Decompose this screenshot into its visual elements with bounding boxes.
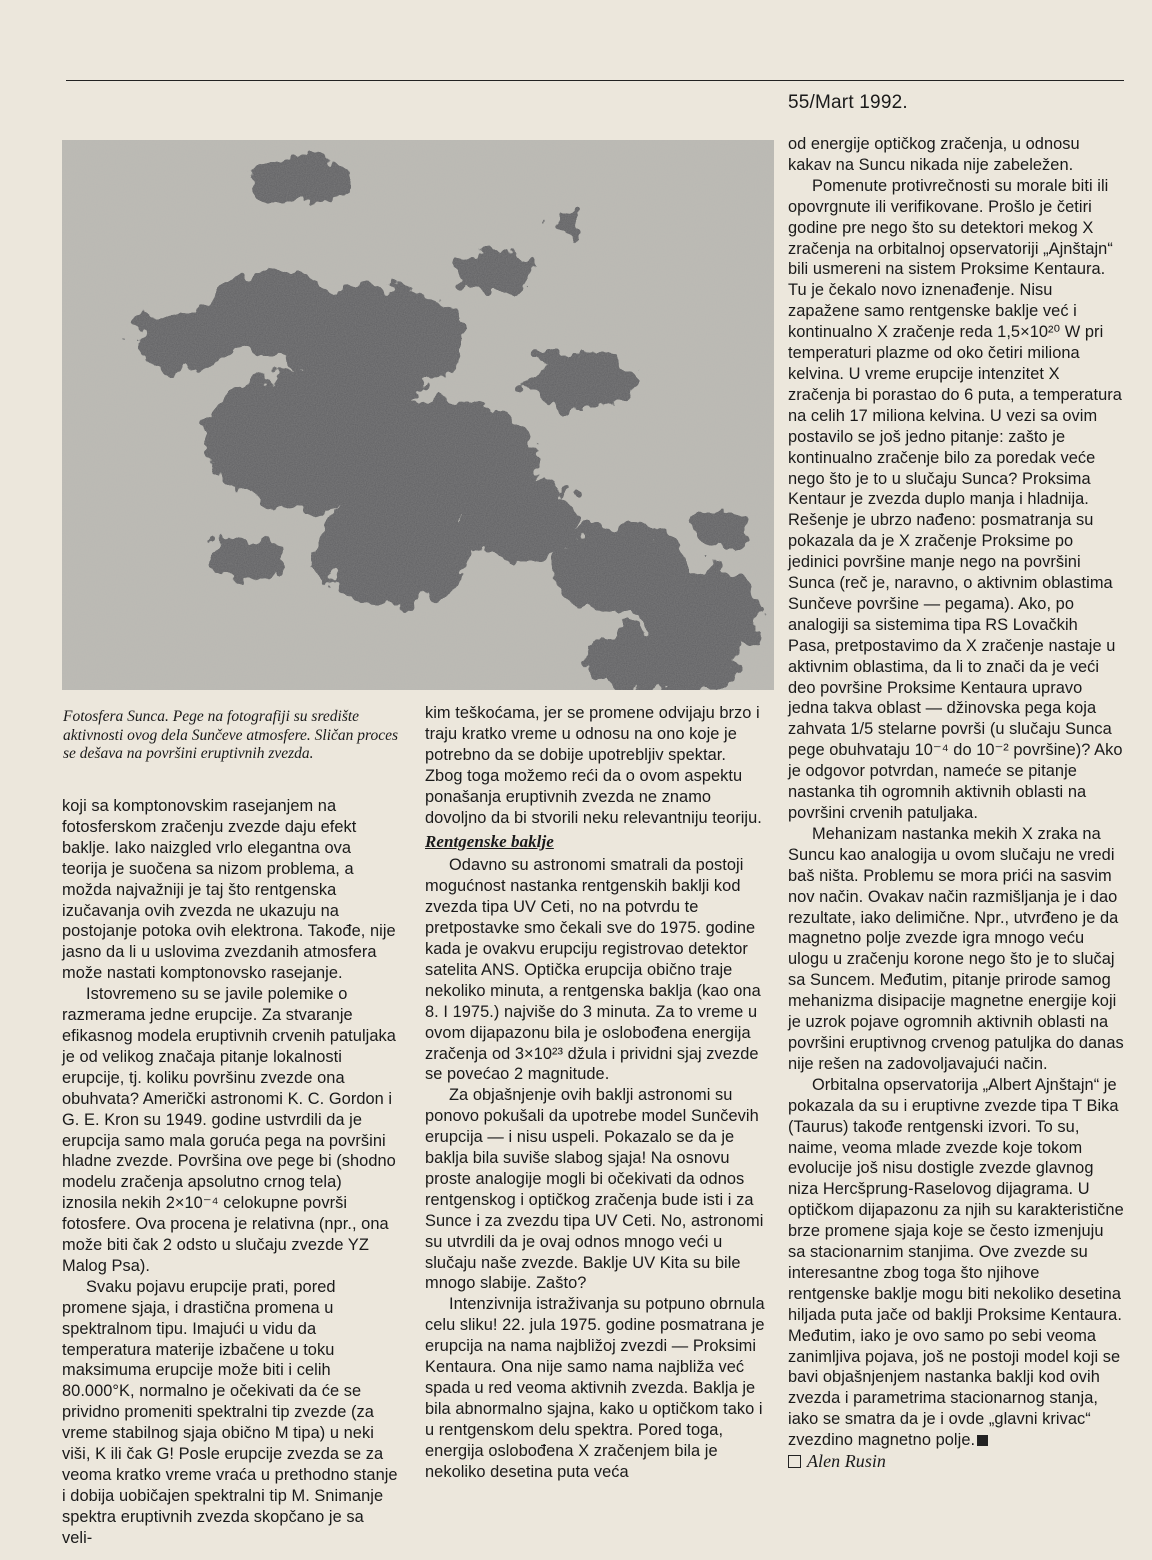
col2-paragraph: kim teškoćama, jer se promene odvijaju brzo i traju kratko vreme u odnosu na ono koje je potrebno da se dobije upotrebljiv spektar. Zbog toga možemo reći da o ovom aspektu ponašanja eruptivnih zvezda ne znamo dovoljno da bi stvorili neku relevantniju teoriju. <box>425 704 762 827</box>
col3-paragraph: Mehanizam nastanka mekih X zraka na Suncu kao analogija u ovom slučaju ne vredi baš ništa. Problemu se mora prići na sasvim nov način. Ovakav način razmišljanja je i dao rezultate, iako delimične. Npr., utvrđeno je da magnetno polje zvezde igra mnogo veću ulogu u zračenju korone nego što je to slučaj sa Suncem. Međutim, pitanje prirode samog mehanizma disipacije magnetne energije koji je uzrok pojave ogromnih aktivnih oblasti na površini eruptivnog crvenog patuljka do danas nije rešen na zadovoljavajući način. <box>788 824 1124 1073</box>
col3-paragraph: Pomenute protivrečnosti su morale biti ili opovrgnute ili verifikovane. Prošlo je četiri godine pre nego što su detektori mekog X zračenja na orbitalnoj opservatoriji „Ajnštajn“ bili usmereni na sistem Proksime Kentaura. Tu je čekalo novo iznenađenje. Nisu zapažene samo rentgenske baklje već i kontinualno X zračenje reda 1,5×10²⁰ W pri temperaturi plazme od oko četiri miliona kelvina. U vreme erupcije intenzitet X zračenja bi porastao do 6 puta, a temperatura na celih 17 miliona kelvina. U vezi sa ovim postavilo se još jedno pitanje: zašto je kontinualno zračenje bilo za poredak veće nego što je to u slučaju Sunca? Proksima Kentaur je zvezda duplo manja i hladnija. Rešenje je ubrzo nađeno: posmatranja su pokazala da je X zračenje Proksime po jedinici površine manje nego na površini Sunca (reč je, naravno, o aktivnim oblastima Sunčeve površine — pegama). Ako, po analogiji sa sistemima tipa RS Lovačkih Pasa, pretpostavimo da X zračenje nastaje u aktivnim oblastima, da li to znači da je veći deo površine Proksime Kentaura upravo jedna takva oblast — džinovska pega koja zahvata 1/5 stelarne površi (u slučaju Sunca pege obuhvataju 10⁻⁴ do 10⁻² površine)? Ako je odgovor potvrdan, nameće se pitanje nastanka tih ogromnih aktivnih oblasti na površini crvenih patuljaka. <box>788 176 1123 822</box>
end-of-article-mark <box>977 1435 988 1446</box>
col1-paragraph: Svaku pojavu erupcije prati, pored promene sjaja, i drastična promena u spektralnom tipu. Imajući u vidu da temperatura materije izbačene u toku maksimuma erupcije može biti i celih 80.000°K, normalno je očekivati da će se prividno promeniti spektralni tip zvezde (za vreme stabilnog sjaja obično M tipa) u neki viši, K ili čak G! Posle erupcije zvezda se za veoma kratko vreme vraća u prethodno stanje i dobija uobičajen spektralni tip M. Snimanje spektra eruptivnih zvezda skopčano je sa veli- <box>62 1277 398 1547</box>
col3-final-paragraph-text: Orbitalna opservatorija „Albert Ajnštajn“ je pokazala da su i eruptivne zvezde tipa T Bika (Taurus) takođe rentgenski izvori. To su, naime, veoma mlade zvezde koje tokom evolucije još nisu dostigle zvezde glavnog niza Hercšprung-Raselovog dijagrama. U optičkom dijapazonu za njih su karakteristične brze promene sjaja koje se često izmenjuju sa stacionarnim stanjima. Ove zvezde su interesantne zbog toga što njihove rentgenske baklje mogu biti nekoliko desetina hiljada puta jače od baklji Proksime Kentaura. Međutim, iako je ovo samo po sebi veoma zanimljiva pojava, još ne postoji model koji se bavi objašnjenjem nastanka baklji kod ovih zvezda i parametrima stacionarnog stanja, iako se smatra da je i ovde „glavni krivac“ zvezdino magnetno polje. <box>788 1075 1124 1450</box>
col2-paragraph: Za objašnjenje ovih baklji astronomi su ponovo pokušali da upotrebe model Sunčevih erupcija — i nisu uspeli. Pokazalo se da je baklja bila suviše slabog sjaja! Na osnovu proste analogije mogli bi očekivati da odnos rentgenskog i optičkog zračenja bude isti i za Sunce i za zvezdu tipa UV Ceti. No, astronomi su utvrdili da je ovaj odnos mnogo veći u slučaju naše zvezde. Baklje UV Kita su bile mnogo slabije. Zašto? <box>425 1086 764 1293</box>
col1-paragraph: Istovremeno su se javile polemike o razmerama jedne erupcije. Za stvaranje efikasnog modela eruptivnih crvenih patuljaka je od velikog značaja pitanje lokalnosti erupcije, tj. koliku površinu zvezde ona obuhvata? Američki astronomi K. C. Gordon i G. E. Kron su 1949. godine ustvrdili da je erupcija samo mala goruća pega na površini hladne zvezde. Površina ove pege bi (shodno modelu zračenja apsolutno crnog tela) iznosila nekih 2×10⁻⁴ celokupne površi fotosfere. Ova procena je relativna (npr., ona može biti čak 2 odsto u slučaju zvezde YZ Malog Psa). <box>62 985 396 1275</box>
issue-date: Mart 1992. <box>815 92 908 113</box>
issue-number: 55/ <box>788 92 816 113</box>
author-name: Alen Rusin <box>807 1451 886 1472</box>
article-column-3 <box>788 134 1124 1473</box>
section-heading: Rentgenske baklje <box>425 832 554 852</box>
col1-paragraph: koji sa komptonovskim rasejanjem na fotosferskom zračenju zvezde daju efekt baklje. Iako naizgled vrlo elegantna ova teorija je suočena sa nizom problema, a možda najvažniji je taj što rentgenska izučavanja ovih zvezda ne ukazuju na postojanje potoka ovih elektrona. Takođe, nije jasno da li u uslovima zvezdanih atmosfera može nastati komptonovsko rasejanje. <box>62 797 396 983</box>
col2-paragraph: Odavno su astronomi smatrali da postoji mogućnost nastanka rentgenskih baklji kod zvezda tipa UV Ceti, no na potvrdu te pretpostavke smo čekali sve do 1975. godine kada je ovakvu erupciju registrovao detektor satelita ANS. Optička erupcija obično traje nekoliko minuta, a rentgenska baklja (kao ona 8. I 1975.) najviše do 3 minuta. Za to vreme u ovom dijapazonu bila je oslobođena energija zračenja od 3×10²³ džula i prividni sjaj zvezde se povećao 2 magnitude. <box>425 856 761 1084</box>
sunspot-image <box>62 140 774 690</box>
col2-paragraph: Intenzivnija istraživanja su potpuno obrnula celu sliku! 22. jula 1975. godine posmatrana je erupcija na nama najbližoj zvezdi — Proksimi Kentaura. Ona nije samo nama najbliža već spada u red veoma aktivnih zvezda. Baklja je bila abnormalno sjajna, kako u optičkom tako i u rentgenskom delu spektra. Pored toga, energija oslobođena X zračenjem bila je nekoliko desetina puta veća <box>425 1295 765 1481</box>
col3-paragraph <box>788 1075 1124 1451</box>
author-byline <box>788 1451 1124 1473</box>
article-column-1 <box>62 796 398 1549</box>
sun-photosphere-photo <box>62 140 774 690</box>
col3-paragraph: od energije optičkog zračenja, u odnosu kakav na Suncu nikada nije zabeležen. <box>788 135 1080 174</box>
page-folio <box>788 92 908 114</box>
byline-box-icon <box>788 1455 801 1468</box>
article-column-2 <box>425 703 765 1483</box>
header-rule <box>66 80 1124 81</box>
photo-caption: Fotosfera Sunca. Pege na fotografiji su središte aktivnosti ovog dela Sunčeve atmosfere. Sličan proces se dešava na površini eruptivnih zvezda. <box>63 708 399 762</box>
